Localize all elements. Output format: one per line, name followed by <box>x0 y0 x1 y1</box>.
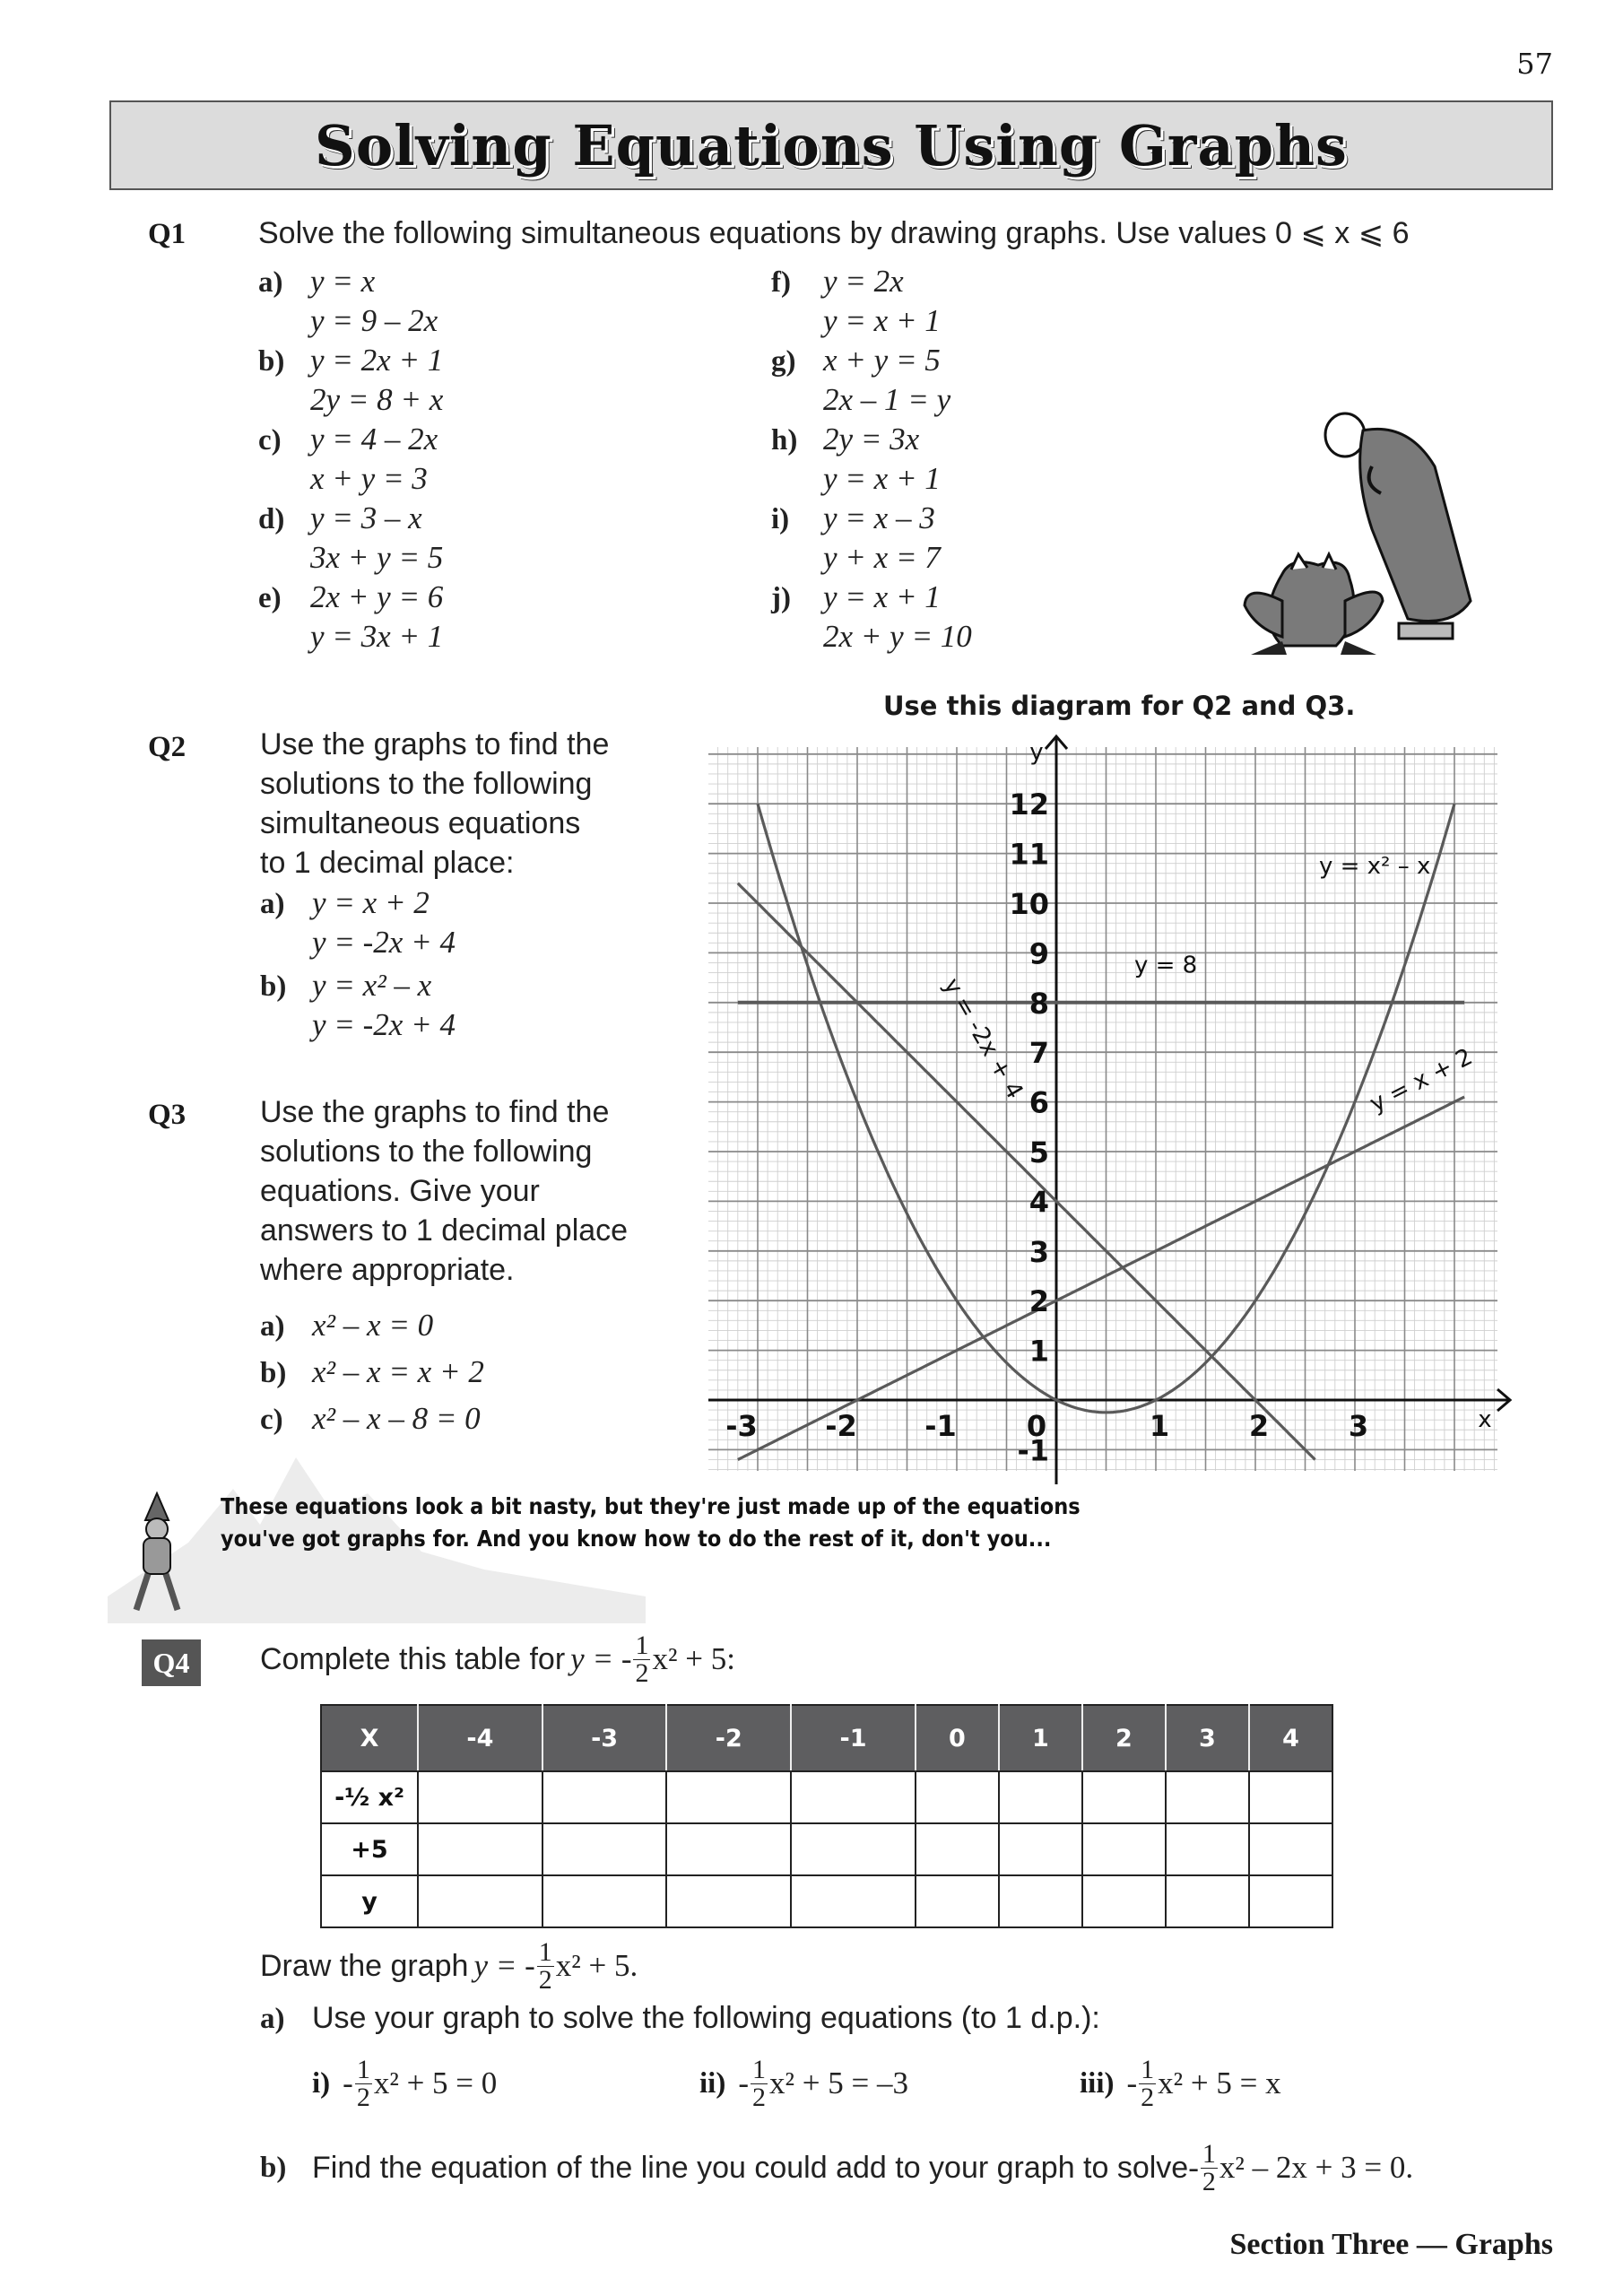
table-answer-cell[interactable] <box>1082 1875 1166 1927</box>
equation-text: y = x² – x <box>312 968 432 1003</box>
equation-text: y = -2x + 4 <box>312 925 456 960</box>
equation-text: y = 9 – 2x <box>310 303 438 338</box>
y-tick-label: 1 <box>1028 1334 1049 1369</box>
equation-text: x + y = 3 <box>310 461 428 496</box>
table-answer-cell[interactable] <box>666 1875 791 1927</box>
y-tick-label: -1 <box>1017 1433 1049 1468</box>
table-answer-cell[interactable] <box>666 1823 791 1875</box>
table-answer-cell[interactable] <box>916 1823 999 1875</box>
part-label: a) <box>258 266 283 299</box>
equation-text: y = x – 3 <box>823 500 935 535</box>
q4-draw-text: Draw the graph <box>260 1949 469 1983</box>
table-answer-cell[interactable] <box>999 1875 1082 1927</box>
part-label: i) <box>771 503 790 535</box>
q2-number: Q2 <box>148 731 187 763</box>
table-answer-cell[interactable] <box>791 1771 916 1823</box>
x-tick-label: -3 <box>725 1409 758 1443</box>
part-label: j) <box>771 582 791 614</box>
subpart-pre: - <box>343 2066 353 2100</box>
q3-prompt-line: where appropriate. <box>260 1253 515 1287</box>
subpart-post: x² + 5 = –3 <box>768 2066 908 2100</box>
q2-prompt-line: simultaneous equations <box>260 806 581 840</box>
part-label: e) <box>258 582 282 614</box>
y-tick-label: 5 <box>1028 1135 1049 1170</box>
y-tick-label: 7 <box>1028 1036 1049 1071</box>
diagram-caption: Use this diagram for Q2 and Q3. <box>883 691 1356 721</box>
table-header-cell: 4 <box>1249 1705 1332 1771</box>
curve-label: y = -2x + 4 <box>937 973 1028 1104</box>
y-tick-label: 12 <box>1009 787 1049 822</box>
table-header-row <box>321 1705 1332 1771</box>
q4-subpart <box>312 2052 497 2115</box>
q4-part-b-text: Find the equation of the line you could add to your graph to solve <box>312 2151 1189 2185</box>
q4-part-b-den: 2 <box>1202 2166 1216 2196</box>
q4-part-a <box>260 1998 1100 2039</box>
q3-number: Q3 <box>148 1099 187 1131</box>
equation-text: y = x + 1 <box>823 579 941 614</box>
y-tick-label: 10 <box>1009 887 1049 921</box>
q4-part-b-post: x² – 2x + 3 = 0. <box>1219 2150 1414 2185</box>
equation-text: 2y = 8 + x <box>310 382 444 417</box>
q1-number: Q1 <box>148 218 187 250</box>
equation-text: x + y = 5 <box>823 343 941 378</box>
q4-subparts <box>312 2052 1388 2115</box>
hiker-icon <box>126 1489 188 1614</box>
q4-eq-rhs: x² + 5: <box>652 1641 735 1676</box>
table-answer-cell[interactable] <box>1249 1875 1332 1927</box>
tick-labels <box>725 787 1368 1467</box>
curve-label: y = x + 2 <box>1366 1043 1478 1118</box>
x-tick-label: 0 <box>1026 1409 1047 1443</box>
subpart-pre: - <box>1126 2066 1138 2100</box>
table-header-cell: -3 <box>542 1705 667 1771</box>
y-tick-label: 4 <box>1028 1185 1049 1220</box>
equation-text: 2x + y = 10 <box>823 619 972 654</box>
y-tick-label: 2 <box>1028 1284 1049 1319</box>
table-header-cell: -4 <box>418 1705 542 1771</box>
tip-note <box>221 1491 1081 1555</box>
q4-subpart <box>1080 2052 1281 2115</box>
q4-draw-lhs: y = - <box>473 1948 535 1983</box>
table-row-label: -½ x² <box>321 1771 418 1823</box>
q4-prompt-text: Complete this table for <box>260 1642 566 1676</box>
equation-text: y = 4 – 2x <box>310 422 438 457</box>
subpart-num: 1 <box>751 2054 766 2084</box>
y-axis-label: y <box>1029 739 1044 766</box>
table-answer-cell[interactable] <box>666 1771 791 1823</box>
y-tick-label: 9 <box>1028 936 1049 971</box>
q4-part-a-label: a) <box>260 2003 285 2035</box>
equation-text: y = x + 2 <box>312 885 430 920</box>
page-number: 57 <box>1516 47 1553 81</box>
table-answer-cell[interactable] <box>418 1875 542 1927</box>
table-header-cell: -1 <box>791 1705 916 1771</box>
table-answer-cell[interactable] <box>1082 1771 1166 1823</box>
table-row-label: y <box>321 1875 418 1927</box>
x-tick-label: -1 <box>924 1409 957 1443</box>
q3-prompt-line: solutions to the following <box>260 1135 593 1169</box>
q4-eq-den: 2 <box>635 1657 649 1688</box>
q4-part-b-pre: - <box>1188 2150 1199 2185</box>
table-header-cell: 1 <box>999 1705 1082 1771</box>
subpart-label: i) <box>312 2066 331 2100</box>
subpart-den: 2 <box>356 2082 370 2112</box>
equation-text: y = -2x + 4 <box>312 1007 456 1042</box>
tip-line: you've got graphs for. And you know how to do the rest of it, don't you... <box>221 1526 1052 1552</box>
table-answer-cell[interactable] <box>1166 1823 1249 1875</box>
equation-text: y = x + 1 <box>823 461 941 496</box>
q2-prompt-line: Use the graphs to find the <box>260 727 610 761</box>
table-answer-cell[interactable] <box>542 1875 667 1927</box>
equation-text: 2x + y = 6 <box>310 579 444 614</box>
table-answer-cell[interactable] <box>791 1875 916 1927</box>
page-title: Solving Equations Using Graphs <box>315 112 1348 178</box>
table-answer-cell[interactable] <box>999 1771 1082 1823</box>
q3-prompt-line: equations. Give your <box>260 1174 540 1208</box>
q4-eq-lhs: y = - <box>570 1641 632 1676</box>
equation-text: y + x = 7 <box>823 540 941 575</box>
x-tick-label: -2 <box>825 1409 857 1443</box>
q4-part-a-text: Use your graph to solve the following equations (to 1 d.p.): <box>312 2001 1100 2035</box>
table-answer-cell[interactable] <box>1166 1875 1249 1927</box>
table-row <box>321 1823 1332 1875</box>
section-footer: Section Three — Graphs <box>1229 2228 1553 2261</box>
q3-prompt-line: Use the graphs to find the <box>260 1095 610 1129</box>
q4-draw-den: 2 <box>538 1964 552 1995</box>
equation-text: y = 3x + 1 <box>310 619 444 654</box>
subpart-label: ii) <box>699 2066 726 2100</box>
table-answer-cell[interactable] <box>1249 1771 1332 1823</box>
q4-number-badge: Q4 <box>142 1639 201 1686</box>
x-tick-label: 2 <box>1248 1409 1270 1443</box>
q4-part-b <box>260 2139 1413 2196</box>
table-row-label: +5 <box>321 1823 418 1875</box>
table-answer-cell[interactable] <box>999 1823 1082 1875</box>
subpart-post: x² + 5 = x <box>1158 2066 1281 2100</box>
equation-text: x² – x – 8 = 0 <box>312 1401 481 1436</box>
q4-eq-num: 1 <box>635 1630 649 1660</box>
table-answer-cell[interactable] <box>1249 1823 1332 1875</box>
y-tick-label: 6 <box>1028 1085 1049 1120</box>
subpart-den: 2 <box>751 2082 766 2112</box>
table-header-cell: 0 <box>916 1705 999 1771</box>
table-row <box>321 1875 1332 1927</box>
q4-part-b-label: b) <box>260 2152 287 2184</box>
x-axis-label: x <box>1478 1406 1492 1433</box>
equation-text: 2x – 1 = y <box>823 382 951 417</box>
q4-draw-rhs: x² + 5. <box>555 1948 638 1983</box>
table-row <box>321 1771 1332 1823</box>
q4-draw-num: 1 <box>538 1936 552 1967</box>
table-header-cell: 3 <box>1166 1705 1249 1771</box>
equation-text: y = 2x <box>823 264 904 299</box>
part-label: h) <box>771 424 798 457</box>
table-header-cell: 2 <box>1082 1705 1166 1771</box>
equation-text: 3x + y = 5 <box>310 540 444 575</box>
equation-text: y = x + 1 <box>823 303 941 338</box>
x-tick-label: 1 <box>1149 1409 1170 1443</box>
part-label: a) <box>260 1310 285 1343</box>
part-label: c) <box>258 424 282 457</box>
equation-text: y = x <box>310 264 376 299</box>
table-answer-cell[interactable] <box>1166 1771 1249 1823</box>
part-label: f) <box>771 266 791 299</box>
q4-prompt <box>260 1631 735 1688</box>
table-header-cell: -2 <box>666 1705 791 1771</box>
equation-text: x² – x = 0 <box>312 1308 434 1343</box>
subpart-label: iii) <box>1080 2066 1115 2100</box>
equation-text: y = 2x + 1 <box>310 343 444 378</box>
table-answer-cell[interactable] <box>542 1823 667 1875</box>
table-header-x: X <box>321 1705 418 1771</box>
equation-text: 2y = 3x <box>823 422 920 457</box>
x-tick-label: 3 <box>1348 1409 1369 1443</box>
part-label: b) <box>258 345 285 378</box>
part-label: b) <box>260 1357 287 1389</box>
q4-part-b-num: 1 <box>1202 2138 1216 2169</box>
y-tick-label: 11 <box>1009 837 1049 872</box>
part-label: c) <box>260 1404 283 1436</box>
table-answer-cell[interactable] <box>418 1771 542 1823</box>
table-answer-cell[interactable] <box>1082 1823 1166 1875</box>
q2-prompt-line: solutions to the following <box>260 767 593 801</box>
tip-line: These equations look a bit nasty, but they're just made up of the equations <box>221 1493 1081 1519</box>
table-answer-cell[interactable] <box>791 1823 916 1875</box>
equation-text: y = 3 – x <box>310 500 422 535</box>
table-answer-cell[interactable] <box>418 1823 542 1875</box>
q1-prompt: Solve the following simultaneous equations by drawing graphs. Use values 0 ⩽ x ⩽ 6 <box>258 216 1410 250</box>
curve-label: y = 8 <box>1133 952 1198 979</box>
table-answer-cell[interactable] <box>916 1771 999 1823</box>
part-label: d) <box>258 503 285 535</box>
subpart-pre: - <box>738 2066 749 2100</box>
part-label: b) <box>260 970 287 1003</box>
part-label: g) <box>771 345 796 378</box>
q4-draw-instruction <box>260 1937 638 1995</box>
subpart-post: x² + 5 = 0 <box>373 2066 498 2100</box>
subpart-den: 2 <box>1141 2082 1155 2112</box>
y-tick-label: 3 <box>1028 1234 1049 1269</box>
q4-subpart <box>699 2052 908 2115</box>
part-label: a) <box>260 888 285 920</box>
table-answer-cell[interactable] <box>542 1771 667 1823</box>
table-answer-cell[interactable] <box>916 1875 999 1927</box>
q2-prompt-line: to 1 decimal place: <box>260 846 515 880</box>
subpart-num: 1 <box>356 2054 370 2084</box>
q4-table <box>320 1704 1333 1928</box>
subpart-num: 1 <box>1141 2054 1155 2084</box>
q3-prompt-line: answers to 1 decimal place <box>260 1213 629 1248</box>
equation-text: x² – x = x + 2 <box>312 1354 484 1389</box>
curve-label: y = x² – x <box>1318 852 1431 880</box>
y-tick-label: 8 <box>1028 986 1049 1021</box>
